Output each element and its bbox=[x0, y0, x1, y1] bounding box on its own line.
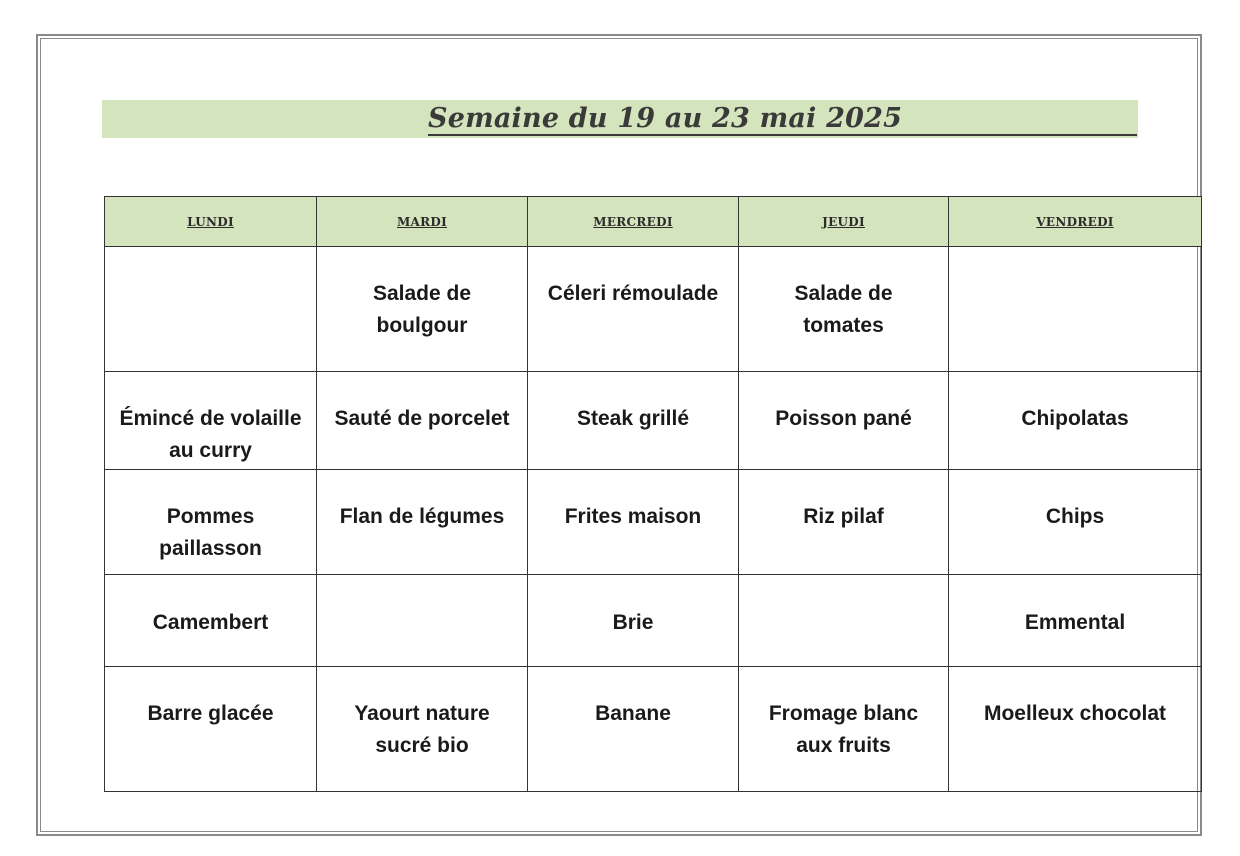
menu-cell bbox=[739, 667, 949, 792]
day-header-jeudi: JEUDI bbox=[739, 197, 949, 247]
menu-cell bbox=[528, 372, 739, 470]
menu-cell bbox=[105, 575, 317, 667]
menu-cell bbox=[317, 667, 528, 792]
weekly-menu-table bbox=[104, 196, 1202, 792]
dish-name: Riz pilaf bbox=[803, 505, 884, 528]
day-header-row bbox=[105, 197, 1202, 247]
menu-cell bbox=[949, 667, 1202, 792]
dish-name: Camembert bbox=[152, 611, 269, 634]
day-header-mardi: MARDI bbox=[317, 197, 528, 247]
menu-cell bbox=[739, 247, 949, 372]
dish-name: Sauté de porcelet bbox=[334, 407, 510, 430]
dish-name: Fromage blanc aux fruits bbox=[768, 702, 919, 757]
menu-cell bbox=[528, 667, 739, 792]
dish-name: Flan de légumes bbox=[339, 505, 505, 528]
dish-name: Barre glacée bbox=[147, 702, 274, 725]
menu-cell bbox=[528, 470, 739, 575]
menu-cell bbox=[105, 470, 317, 575]
title-underline bbox=[428, 134, 1137, 136]
menu-row-entree bbox=[105, 247, 1202, 372]
dish-name: Yaourt nature sucré bio bbox=[354, 702, 490, 757]
menu-row-garniture bbox=[105, 470, 1202, 575]
dish-name: Céleri rémoulade bbox=[547, 282, 719, 305]
dish-name: Pommes paillasson bbox=[159, 505, 262, 560]
page-title: Semaine du 19 au 23 mai 2025 bbox=[428, 103, 903, 134]
dish-name: Salade de tomates bbox=[794, 282, 893, 337]
menu-cell bbox=[949, 575, 1202, 667]
menu-cell bbox=[105, 372, 317, 470]
dish-name: Salade de boulgour bbox=[372, 282, 472, 337]
dish-name: Chipolatas bbox=[1021, 407, 1129, 430]
menu-cell bbox=[528, 247, 739, 372]
dish-name: Banane bbox=[595, 702, 671, 725]
menu-cell bbox=[949, 247, 1202, 372]
dish-name: Brie bbox=[612, 611, 654, 634]
menu-cell bbox=[528, 575, 739, 667]
menu-cell bbox=[317, 372, 528, 470]
menu-row-plat bbox=[105, 372, 1202, 470]
menu-cell bbox=[739, 372, 949, 470]
menu-cell bbox=[317, 575, 528, 667]
dish-name: Emmental bbox=[1024, 611, 1126, 634]
dish-name: Poisson pané bbox=[775, 407, 912, 430]
menu-cell bbox=[739, 575, 949, 667]
menu-cell bbox=[949, 470, 1202, 575]
menu-cell bbox=[105, 667, 317, 792]
dish-name: Moelleux chocolat bbox=[983, 702, 1167, 725]
menu-cell bbox=[739, 470, 949, 575]
dish-name: Steak grillé bbox=[576, 407, 690, 430]
menu-cell bbox=[317, 247, 528, 372]
dish-name: Émincé de volaille au curry bbox=[119, 407, 302, 462]
menu-row-fromage bbox=[105, 575, 1202, 667]
menu-cell bbox=[105, 247, 317, 372]
dish-name: Frites maison bbox=[564, 505, 702, 528]
menu-cell bbox=[317, 470, 528, 575]
day-header-mercredi: MERCREDI bbox=[528, 197, 739, 247]
menu-row-dessert bbox=[105, 667, 1202, 792]
day-header-vendredi: VENDREDI bbox=[949, 197, 1202, 247]
menu-cell bbox=[949, 372, 1202, 470]
day-header-lundi: LUNDI bbox=[105, 197, 317, 247]
dish-name: Chips bbox=[1045, 505, 1105, 528]
